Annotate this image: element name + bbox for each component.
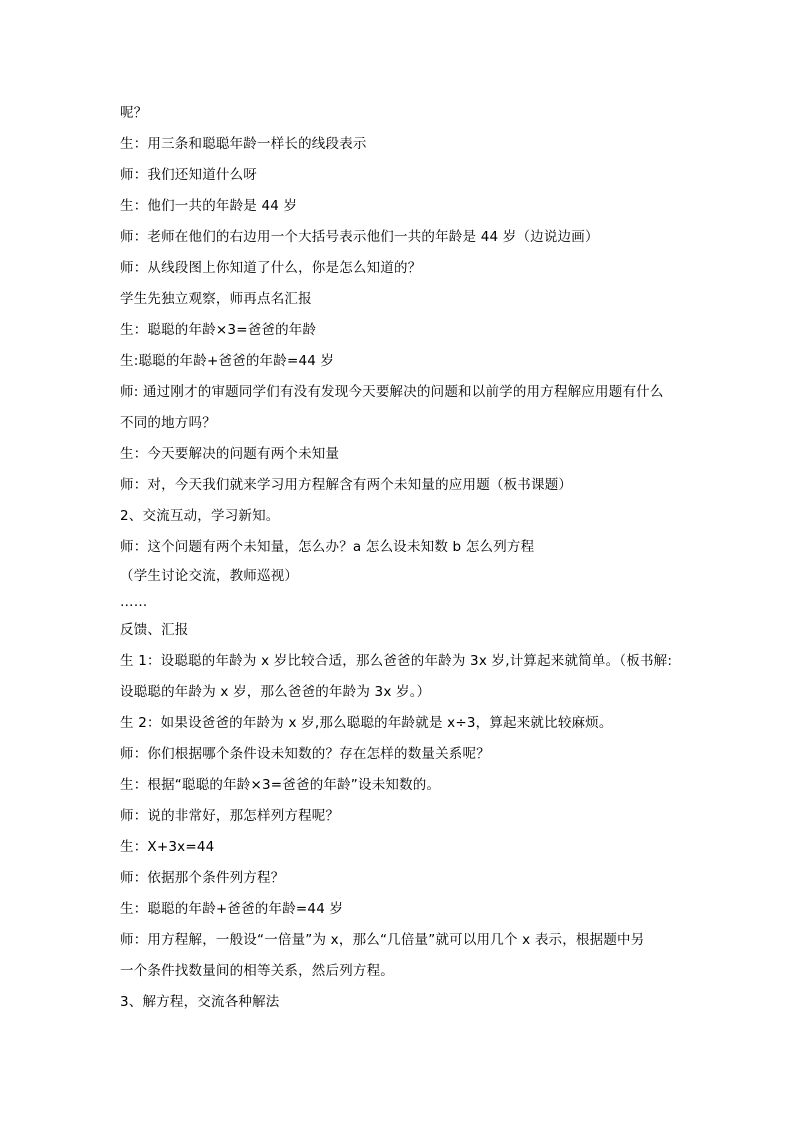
text-line: 生：用三条和聪聪年龄一样长的线段表示 bbox=[120, 136, 367, 152]
document-body bbox=[120, 98, 680, 1018]
text-line: 生 2：如果设爸爸的年龄为 x 岁,那么聪聪的年龄就是 x÷3，算起来就比较麻烦。 bbox=[120, 715, 613, 731]
text-line: （学生讨论交流，教师巡视） bbox=[120, 568, 299, 584]
text-line: 师：对，今天我们就来学习用方程解含有两个未知量的应用题（板书课题） bbox=[120, 477, 573, 493]
text-line: 师：依据那个条件列方程？ bbox=[120, 870, 285, 886]
text-line: 师：这个问题有两个未知量，怎么办？a 怎么设未知数 b 怎么列方程 bbox=[120, 539, 535, 555]
text-line: 反馈、汇报 bbox=[120, 622, 189, 638]
text-line: 生:聪聪的年龄+爸爸的年龄=44 岁 bbox=[120, 353, 335, 369]
text-line: 师：你们根据哪个条件设未知数的？存在怎样的数量关系呢？ bbox=[120, 746, 490, 762]
text-line: 生：他们一共的年龄是 44 岁 bbox=[120, 198, 298, 214]
text-line: 师：我们还知道什么呀 bbox=[120, 167, 257, 183]
text-line: 师: 通过刚才的审题同学们有没有发现今天要解决的问题和以前学的用方程解应用题有什么 bbox=[120, 384, 664, 400]
text-line: 设聪聪的年龄为 x 岁，那么爸爸的年龄为 3x 岁。） bbox=[120, 684, 431, 700]
text-line: 不同的地方吗？ bbox=[120, 415, 216, 431]
text-line: 呢？ bbox=[120, 105, 148, 121]
text-line: 生 1：设聪聪的年龄为 x 岁比较合适，那么爸爸的年龄为 3x 岁,计算起来就简单。（板书解: bbox=[120, 653, 673, 669]
text-line: 生：X+3x=44 bbox=[120, 839, 215, 855]
text-line: 生：根据“聪聪的年龄×3=爸爸的年龄”设未知数的。 bbox=[120, 777, 441, 793]
text-line: 生：聪聪的年龄×3=爸爸的年龄 bbox=[120, 322, 317, 338]
text-line: 生：今天要解决的问题有两个未知量 bbox=[120, 446, 340, 462]
text-line: 生：聪聪的年龄+爸爸的年龄=44 岁 bbox=[120, 901, 344, 917]
ellipsis-line: …… bbox=[120, 594, 148, 610]
text-line: 师：从线段图上你知道了什么，你是怎么知道的？ bbox=[120, 260, 422, 276]
text-line: 学生先独立观察，师再点名汇报 bbox=[120, 291, 312, 307]
section-heading: 2、交流互动，学习新知。 bbox=[120, 508, 280, 524]
text-line: 师：用方程解，一般设“一倍量”为 x，那么“几倍量”就可以用几个 x 表示，根据题中另 bbox=[120, 932, 645, 948]
text-line: 师：老师在他们的右边用一个大括号表示他们一共的年龄是 44 岁（边说边画） bbox=[120, 229, 599, 245]
text-line: 一个条件找数量间的相等关系，然后列方程。 bbox=[120, 963, 394, 979]
section-heading: 3、解方程，交流各种解法 bbox=[120, 994, 280, 1010]
text-line: 师：说的非常好，那怎样列方程呢？ bbox=[120, 808, 340, 824]
